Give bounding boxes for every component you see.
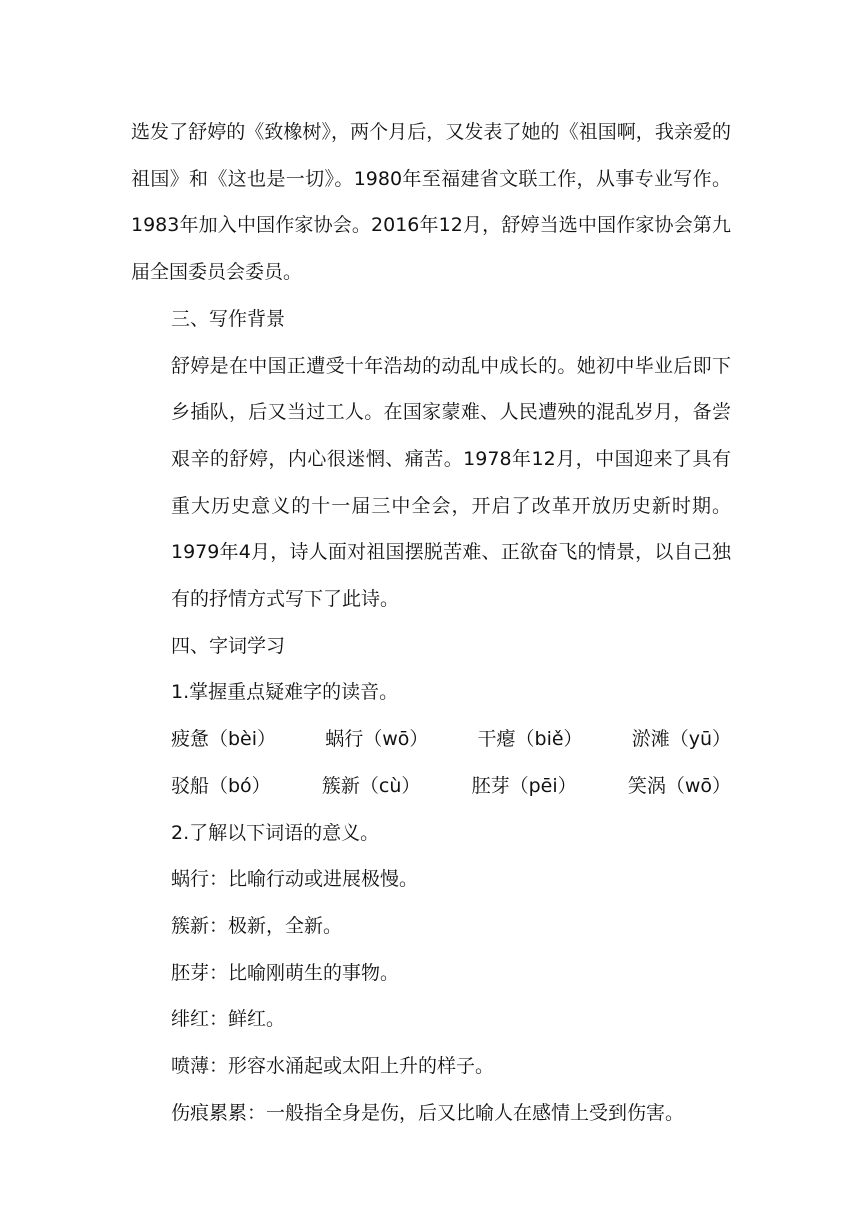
pronunciation-row bbox=[131, 716, 731, 763]
pronunciation-item: 疲惫（bèi） bbox=[171, 728, 277, 751]
pronunciation-item: 胚芽（pēi） bbox=[471, 774, 577, 797]
definition-item: 伤痕累累：一般指全身是伤，后又比喻人在感情上受到伤害。 bbox=[171, 1101, 685, 1124]
pronunciation-item: 淤滩（yū） bbox=[631, 728, 731, 751]
section-heading-words: 四、字词学习 bbox=[171, 634, 286, 657]
pronunciation-row bbox=[131, 763, 731, 810]
definition-item: 胚芽：比喻刚萌生的事物。 bbox=[171, 961, 400, 984]
pronunciation-item: 干瘪（biě） bbox=[477, 728, 583, 751]
subheading-meanings: 2.了解以下词语的意义。 bbox=[171, 821, 380, 844]
background-paragraph: 舒婷是在中国正遭受十年浩劫的动乱中成长的。她初中毕业后即下乡插队，后又当过工人。在国家蒙难、人民遭殃的混乱岁月，备尝艰辛的舒婷，内心很迷惘、痛苦。1978年12月，中国迎来了具有重大历史意义的十一届三中全会，开启了改革开放历史新时期。1979年4月，诗人面对祖国摆脱苦难、正欲奋飞的情景，以自己独有的抒情方式写下了此诗。 bbox=[171, 354, 731, 611]
definition-item: 簇新：极新，全新。 bbox=[171, 914, 343, 937]
definition-item: 蜗行：比喻行动或进展极慢。 bbox=[171, 868, 419, 891]
definition-item: 喷薄：形容水涌起或太阳上升的样子。 bbox=[171, 1055, 495, 1078]
definition-item: 绯红：鲜红。 bbox=[171, 1008, 286, 1031]
subheading-pronunciation: 1.掌握重点疑难字的读音。 bbox=[171, 681, 399, 704]
document-page bbox=[131, 109, 731, 1136]
section-heading-background: 三、写作背景 bbox=[171, 307, 286, 330]
pronunciation-item: 驳船（bó） bbox=[171, 774, 271, 797]
pronunciation-item: 笑涡（wō） bbox=[627, 774, 731, 797]
pronunciation-item: 簇新（cù） bbox=[321, 774, 421, 797]
pronunciation-item: 蜗行（wō） bbox=[325, 728, 429, 751]
bio-paragraph: 选发了舒婷的《致橡树》，两个月后，又发表了她的《祖国啊，我亲爱的祖国》和《这也是一切》。1980年至福建省文联工作，从事专业写作。1983年加入中国作家协会。2016年12月，舒婷当选中国作家协会第九届全国委员会委员。 bbox=[131, 121, 731, 284]
